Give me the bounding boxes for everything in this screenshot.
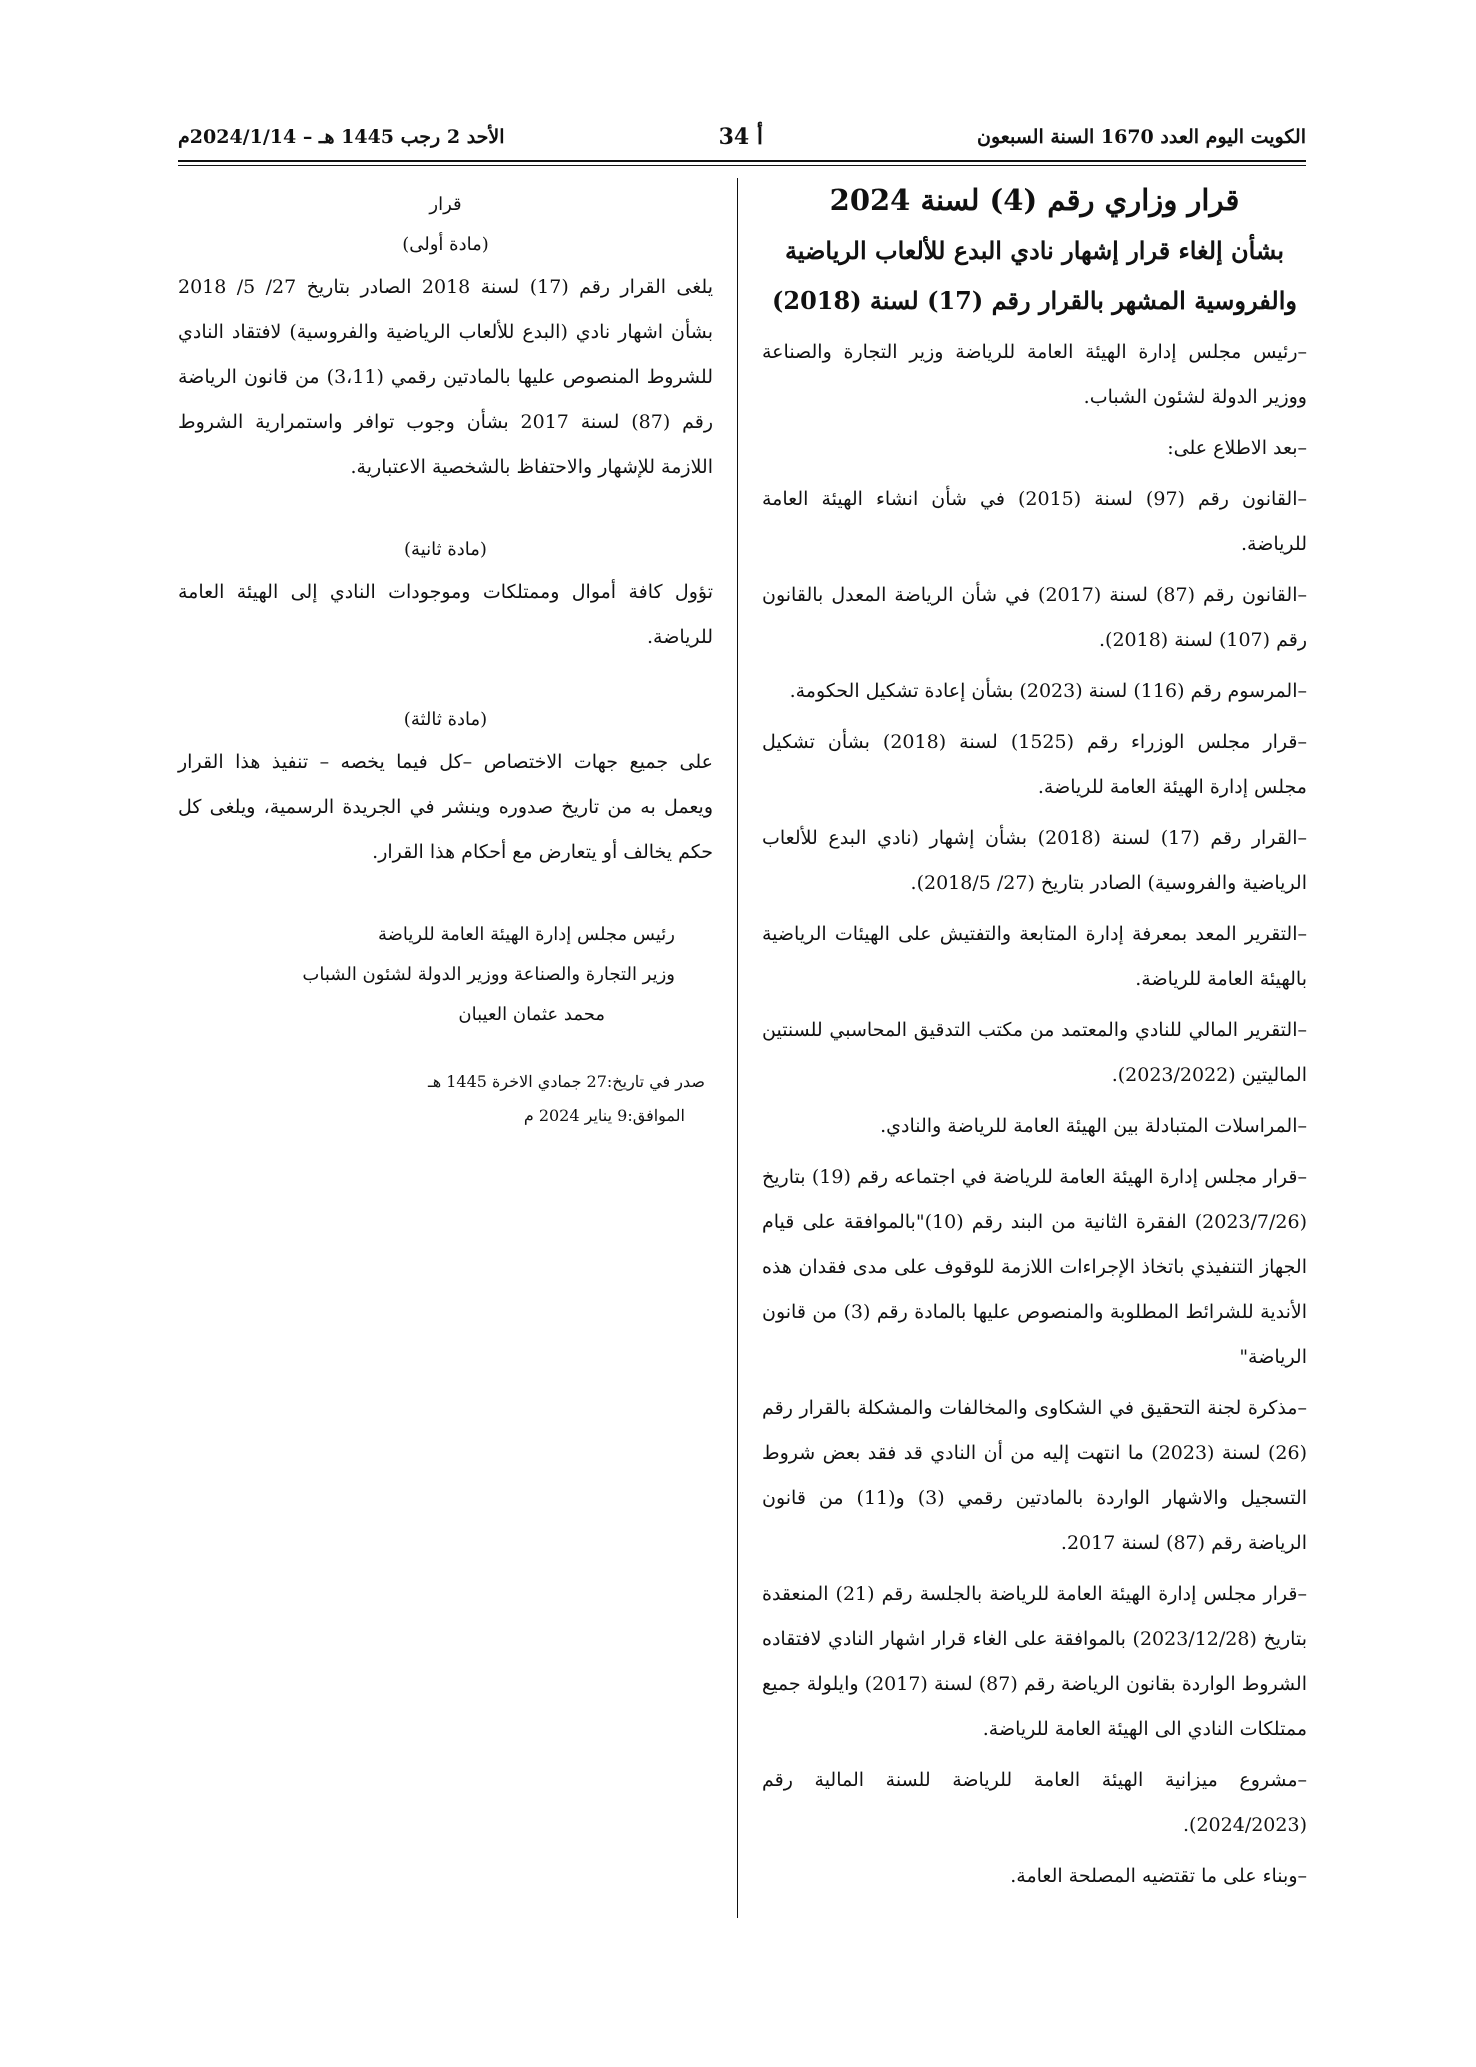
article-2-heading: (مادة ثانية) — [404, 539, 487, 560]
article-1-text: يلغى القرار رقم (17) لسنة 2018 الصادر بتاريخ 27/ 5/ 2018 بشأن اشهار نادي (البدع للألعاب الرياضية والفروسية) لافتقاد النادي للشروط المنصوص عليها بالمادتين رقمي (3،11) من قانون الرياضة رقم (87) لسنة 2017 بشأن وجوب توافر واستمرارية الشروط اللازمة للإشهار والاحتفاظ بالشخصية الاعتبارية. — [178, 276, 714, 478]
issue-date: الأحد 2 رجب 1445 هـ – 2024/1/14م — [178, 126, 505, 148]
issue-date-block — [178, 1065, 713, 1133]
article-3-text: على جميع جهات الاختصاص –كل فيما يخصه – تنفيذ هذا القرار ويعمل به من تاريخ صدوره وينشر في الجريدة الرسمية، ويلغى كل حكم يخالف أو يتعارض مع أحكام هذا القرار. — [178, 751, 713, 863]
signature-block — [178, 915, 675, 1035]
issued-hijri-date: صدر في تاريخ:27 جمادي الاخرة 1445 هـ — [428, 1072, 705, 1091]
issue-info: الكويت اليوم العدد 1670 السنة السبعون — [977, 126, 1306, 148]
preamble-item: –المراسلات المتبادلة بين الهيئة العامة للرياضة والنادي. — [880, 1115, 1307, 1137]
issued-gregorian-date: الموافق:9 يناير 2024 م — [523, 1106, 685, 1125]
preamble-item: –قرار مجلس إدارة الهيئة العامة للرياضة بالجلسة رقم (21) المنعقدة بتاريخ (2023/12/28) بالموافقة على الغاء قرار اشهار النادي لافتقاده الشروط الواردة بقانون الرياضة رقم (87) لسنة (2017) وايلولة جميع ممتلكات النادي الى الهيئة العامة للرياضة. — [762, 1583, 1307, 1740]
preamble-item: –القرار رقم (17) لسنة (2018) بشأن إشهار (نادي البدع للألعاب الرياضية والفروسية) الصادر بتاريخ (27/ 2018/5). — [762, 827, 1308, 894]
right-column — [762, 180, 1307, 1905]
signature-title-2: وزير التجارة والصناعة ووزير الدولة لشئون الشباب — [302, 964, 675, 985]
column-divider — [737, 178, 738, 1918]
page-header — [178, 120, 1306, 154]
preamble-item: –قرار مجلس الوزراء رقم (1525) لسنة (2018) بشأن تشكيل مجلس إدارة الهيئة العامة للرياضة. — [762, 731, 1307, 798]
preamble-item: –وبناء على ما تقتضيه المصلحة العامة. — [1010, 1865, 1307, 1887]
preamble-item: –التقرير المعد بمعرفة إدارة المتابعة والتفتيش على الهيئات الرياضية بالهيئة العامة للرياضة. — [762, 923, 1307, 990]
preamble-item: –رئيس مجلس إدارة الهيئة العامة للرياضة وزير التجارة والصناعة ووزير الدولة لشئون الشباب. — [762, 341, 1307, 408]
signature-title-1: رئيس مجلس إدارة الهيئة العامة للرياضة — [377, 924, 675, 945]
decision-subtitle-line-2: والفروسية المشهر بالقرار رقم (17) لسنة (2018) — [772, 286, 1297, 315]
decision-subtitle — [762, 226, 1307, 326]
article-1-heading: (مادة أولى) — [402, 234, 489, 255]
preamble-item: –قرار مجلس إدارة الهيئة العامة للرياضة في اجتماعه رقم (19) بتاريخ (2023/7/26) الفقرة الثانية من البند رقم (10)"بالموافقة على قيام الجهاز التنفيذي باتخاذ الإجراءات اللازمة للوقوف على مدى فقدان هذه الأندية للشرائط المطلوبة والمنصوص عليها بالمادة رقم (3) من قانون الرياضة" — [762, 1166, 1307, 1368]
preamble-item: –بعد الاطلاع على: — [1167, 437, 1307, 459]
article-2-text: تؤول كافة أموال وممتلكات وموجودات النادي إلى الهيئة العامة للرياضة. — [178, 581, 713, 648]
signature-name: محمد عثمان العيبان — [458, 1004, 605, 1025]
preamble-item: –مشروع ميزانية الهيئة العامة للرياضة للسنة المالية رقم (2024/2023). — [762, 1769, 1307, 1836]
decision-title: قرار وزاري رقم (4) لسنة 2024 — [829, 183, 1240, 217]
preamble-item: –التقرير المالي للنادي والمعتمد من مكتب التدقيق المحاسبي للسنتين الماليتين (2023/2022). — [762, 1019, 1307, 1086]
preamble-item: –مذكرة لجنة التحقيق في الشكاوى والمخالفات والمشكلة بالقرار رقم (26) لسنة (2023) ما انتهت إليه من أن النادي قد فقد بعض شروط التسجيل والاشهار الواردة بالمادتين رقمي (3) و(11) من قانون الرياضة رقم (87) لسنة 2017. — [762, 1397, 1307, 1554]
page-number: أ 34 — [718, 124, 763, 150]
preamble-item: –المرسوم رقم (116) لسنة (2023) بشأن إعادة تشكيل الحكومة. — [789, 680, 1307, 702]
preamble-item: –القانون رقم (97) لسنة (2015) في شأن انشاء الهيئة العامة للرياضة. — [762, 488, 1308, 555]
preamble-item: –القانون رقم (87) لسنة (2017) في شأن الرياضة المعدل بالقانون رقم (107) لسنة (2018). — [762, 584, 1307, 651]
article-3-heading: (مادة ثالثة) — [403, 709, 488, 730]
header-rule — [178, 160, 1306, 162]
header-rule-thin — [178, 165, 1306, 166]
decision-subtitle-line-1: بشأن إلغاء قرار إشهار نادي البدع للألعاب الرياضية — [784, 236, 1285, 265]
left-column — [178, 185, 713, 1133]
decides-heading: قرار — [429, 194, 462, 215]
